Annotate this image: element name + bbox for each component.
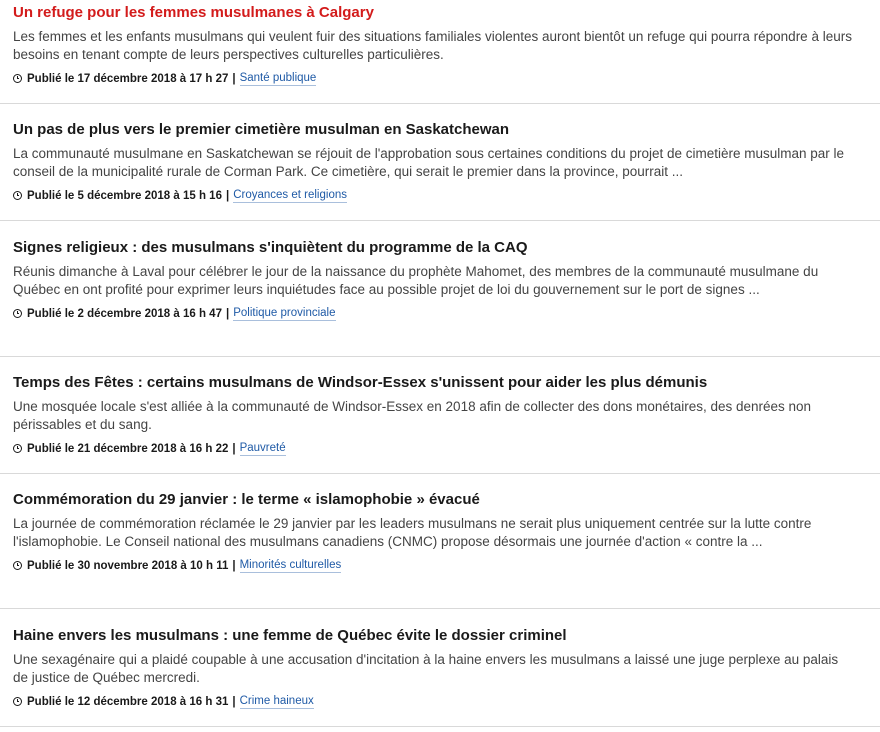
topic-link[interactable]: Politique provinciale xyxy=(233,307,336,319)
article-item xyxy=(0,370,880,474)
clock-icon xyxy=(13,309,22,318)
publish-date: Publié le 12 décembre 2018 à 16 h 31 xyxy=(27,695,229,708)
publish-date: Publié le 17 décembre 2018 à 17 h 27 xyxy=(27,72,229,85)
meta-separator: | xyxy=(225,189,230,202)
article-title[interactable]: Un refuge pour les femmes musulmanes à Calgary xyxy=(13,4,374,21)
topic-link[interactable]: Minorités culturelles xyxy=(239,559,342,571)
meta-separator: | xyxy=(225,307,230,320)
article-summary: La communauté musulmane en Saskatchewan se réjouit de l'approbation sous certaines conditions du projet de cimetière musulman par le conseil de la municipalité rurale de Corman Park. Ce cimetière, qui serait le premier dans la province, pourrait ... xyxy=(13,146,845,179)
article-item xyxy=(0,235,880,357)
article-meta xyxy=(13,188,866,203)
meta-separator: | xyxy=(232,442,236,455)
meta-separator: | xyxy=(232,559,236,572)
meta-separator: | xyxy=(232,72,236,85)
article-title[interactable]: Haine envers les musulmans : une femme de Québec évite le dossier criminel xyxy=(13,627,567,644)
article-summary: Les femmes et les enfants musulmans qui veulent fuir des situations familiales violentes auront bientôt un refuge qui pourra répondre à leurs besoins en tenant compte de leurs perspectives culturelles particulières. xyxy=(13,29,852,62)
clock-icon xyxy=(13,561,22,570)
article-meta xyxy=(13,694,866,709)
meta-separator: | xyxy=(232,695,236,708)
article-meta xyxy=(13,306,866,321)
clock-icon xyxy=(13,74,22,83)
article-title[interactable]: Temps des Fêtes : certains musulmans de Windsor-Essex s'unissent pour aider les plus démunis xyxy=(13,374,708,391)
article-title[interactable]: Commémoration du 29 janvier : le terme « islamophobie » évacué xyxy=(13,491,480,508)
article-meta xyxy=(13,558,866,573)
article-meta xyxy=(13,441,866,456)
clock-icon xyxy=(13,444,22,453)
publish-date: Publié le 5 décembre 2018 à 15 h 16 xyxy=(27,189,222,202)
article-summary: La journée de commémoration réclamée le 29 janvier par les leaders musulmans ne serait plus uniquement centrée sur la lutte contre l'islamophobie. Le Conseil national des musulmans canadiens (CNMC) propose désormais une journée d'action « contre la ... xyxy=(13,516,812,549)
article-meta xyxy=(13,71,866,86)
article-item xyxy=(0,117,880,221)
article-title[interactable]: Un pas de plus vers le premier cimetière musulman en Saskatchewan xyxy=(13,121,510,138)
clock-icon xyxy=(13,191,22,200)
clock-icon xyxy=(13,697,22,706)
article-summary: Une mosquée locale s'est alliée à la communauté de Windsor-Essex en 2018 afin de collecter des dons monétaires, des denrées non périssables et du sang. xyxy=(13,399,812,432)
topic-link[interactable]: Crime haineux xyxy=(239,695,314,707)
article-item xyxy=(0,487,880,609)
topic-link[interactable]: Croyances et religions xyxy=(233,189,347,201)
article-item xyxy=(0,623,880,727)
publish-date: Publié le 2 décembre 2018 à 16 h 47 xyxy=(27,307,222,320)
article-summary: Une sexagénaire qui a plaidé coupable à une accusation d'incitation à la haine envers les musulmans a laissé une juge perplexe au palais de justice de Québec mercredi. xyxy=(13,652,839,685)
article-title[interactable]: Signes religieux : des musulmans s'inquiètent du programme de la CAQ xyxy=(13,239,528,256)
topic-link[interactable]: Santé publique xyxy=(239,72,317,84)
article-item xyxy=(0,0,880,104)
publish-date: Publié le 21 décembre 2018 à 16 h 22 xyxy=(27,442,229,455)
topic-link[interactable]: Pauvreté xyxy=(239,442,286,454)
article-summary: Réunis dimanche à Laval pour célébrer le jour de la naissance du prophète Mahomet, des membres de la communauté musulmane du Québec en ont profité pour exprimer leurs inquiétudes face au possible projet de loi du gouvernement sur le port de signes ... xyxy=(13,264,819,297)
publish-date: Publié le 30 novembre 2018 à 10 h 11 xyxy=(27,559,229,572)
